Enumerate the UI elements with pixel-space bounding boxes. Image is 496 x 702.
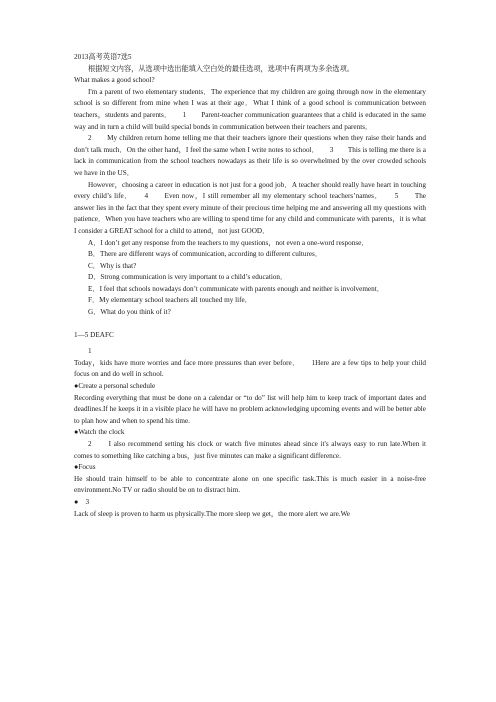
passage-heading: What makes a good school? [74, 76, 155, 85]
option-c: C．Why is that? [88, 261, 137, 270]
option-e: E．I feel that schools nowadays don’t communicate with parents enough and neither is involvement． [88, 284, 384, 293]
section-text: He should train himself to be able to concentrate alone on one specific task.This is much easier in a noise-free environment.No TV or radio should be on to distract him. [74, 474, 426, 495]
section-heading: ● 3 [74, 497, 90, 506]
option-d: D．Strong communication is very important to a child’s education． [88, 273, 288, 282]
passage-number: 1 [88, 347, 92, 356]
paragraph: 2 My children return home telling me that their teachers ignore their questions when they raise their hands and don’t talk much．On the other hand，I feel the same when I write notes to school． 3 This is telling me there is a lack in communication from the school teachers nowadays as their life is so overwhelmed by the over crowded schools we have in the US． [74, 134, 426, 177]
section-heading: ●Focus [74, 463, 96, 472]
paragraph: However，choosing a career in education is not just for a good job．A teacher should really have heart in touching every child’s life． 4 Even now，I still remember all my elementary school teachers’names． 5 The answer lies in the fact that they spent every minute of their precious time helping me and answering all my questions with patience．When you have teachers who are willing to spend time for any child and communicate with parents，it is what I consider a GREAT school for a child to attend，not just GOOD． [74, 180, 426, 235]
section-text: Lack of sleep is proven to harm us physically.The more sleep we get，the more alert we are.We [74, 509, 350, 518]
answer-key: 1—5 DEAFC [74, 330, 114, 339]
instructions: 根据短文内容，从选项中选出能填入空白处的最佳选项，选项中有两项为多余选项。 [88, 64, 354, 73]
option-f: F．My elementary school teachers all touched my life． [88, 296, 252, 305]
section-heading: ●Watch the clock [74, 428, 125, 437]
option-g: G．What do you think of it? [88, 308, 171, 317]
paragraph: I'm a parent of two elementary students．The experience that my children are going through now in the elementary school is so different from mine when I was at their age．What I think of a good school is communication between teachers，students and parents． 1 Parent-teacher communication guarantees that a child is educated in the same way and in turn a child will build special bonds in communication between their teachers and parents． [74, 87, 426, 131]
passage-intro: Today，kids have more worries and face more pressures than ever before． 1Here are a few tips to help your child focus on and do well in school. [74, 358, 426, 379]
option-a: A．I don’t get any response from the teachers to my questions，not even a one-word response． [88, 238, 369, 247]
document-page [74, 52, 426, 520]
section-text: 2 I also recommend setting his clock or watch five minutes ahead since it's always easy to run late.When it comes to something like catching a bus，just five minutes can make a significant difference. [74, 440, 426, 460]
option-b: B．There are different ways of communication, according to different cultures． [88, 250, 323, 259]
section-heading: ●Create a personal schedule [74, 382, 156, 391]
section-text: Recording everything that must be done on a calendar or “to do” list will help him to keep track of important dates and deadlines.If he keeps it in a visible place he will have no problem acknowledging upcoming events and will be better able to plan how and when to spend his time. [74, 393, 426, 425]
document-title: 2013高考英语7选5 [74, 53, 132, 61]
